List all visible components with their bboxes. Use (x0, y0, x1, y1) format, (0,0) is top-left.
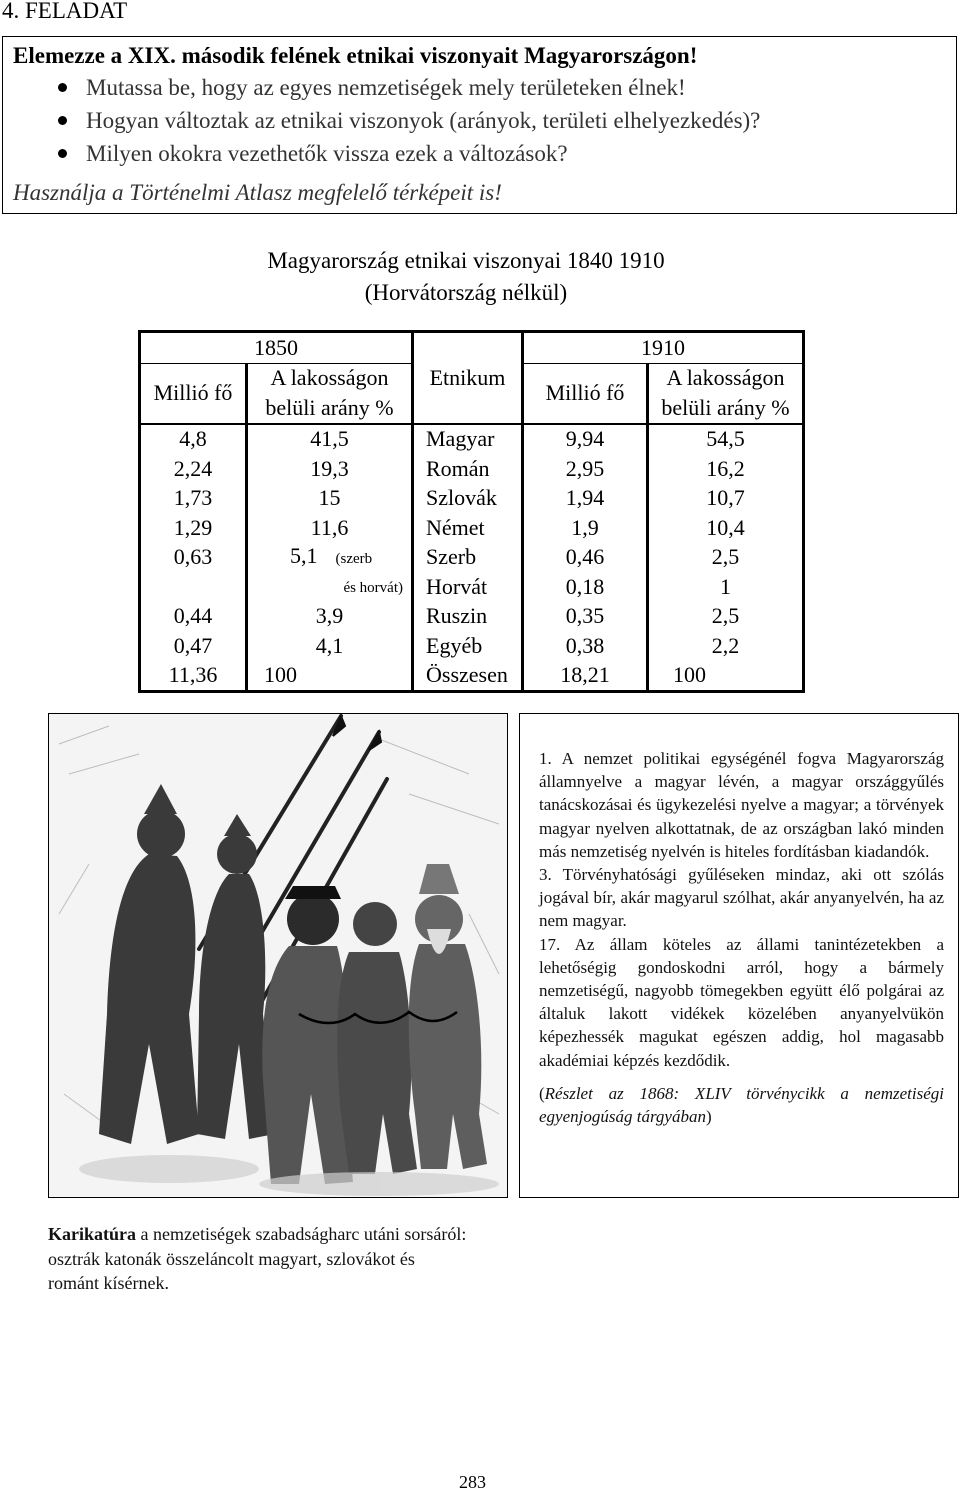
law-paragraph-1: 1. A nemzet politikai egységénél fogva Magyarország államnyelve a magyar lévén, a magyar országgyűlés tanácskozásai és ügykezelési nyelve a magyar; a törvények magyar nyelven alkottatnak, de az országban lakó minden más nemzetiség nyelvén is hiteles fordításban kiadandók. (539, 749, 944, 861)
ethnic-cell: Német (413, 513, 523, 543)
task-bullet: Milyen okokra vezethetők vissza ezek a változások? (13, 137, 956, 170)
table-row (140, 454, 804, 484)
million-1910-cell: 0,38 (523, 631, 648, 661)
million-1910-cell: 0,35 (523, 602, 648, 632)
ethnic-cell: Ruszin (413, 602, 523, 632)
ratio-1910-cell: 2,5 (648, 543, 804, 573)
serb-croat-note-b: és horvát) (343, 580, 403, 597)
year-1850-header: 1850 (140, 332, 413, 364)
million-1850-cell: 2,24 (173, 455, 213, 481)
ratio-header-1850-a: A lakosságon (247, 363, 413, 393)
task-bullet: Mutassa be, hogy az egyes nemzetiségek mely területeken élnek! (13, 71, 956, 104)
table-row (140, 602, 804, 632)
table-row-total (140, 661, 804, 692)
cartoon-drawing (49, 714, 507, 1197)
ratio-1910-cell: 10,7 (648, 484, 804, 514)
ethnic-cell: Szerb (413, 543, 523, 573)
ethnic-cell: Horvát (413, 572, 523, 602)
task-title: Elemezze a XIX. második felének etnikai viszonyait Magyarországon! (13, 43, 698, 68)
table-title-line2: (Horvátország nélkül) (364, 280, 568, 305)
cartoon-caption: Karikatúra a nemzetiségek szabadságharc utáni sorsáról: osztrák katonák összeláncolt magyart, szlovákot és románt kísérnek. (48, 1224, 467, 1293)
year-1910-header: 1910 (523, 332, 804, 364)
task-bullets (13, 71, 956, 170)
million-1850-cell: 1,29 (173, 514, 213, 540)
ethnic-column-header: Etnikum (413, 332, 523, 424)
table-row (140, 424, 804, 455)
ratio-1850-cell: 41,5 (247, 424, 413, 455)
ratio-1850-cell: 5,1 (szerb (247, 543, 413, 573)
table-row (140, 572, 804, 602)
bullet-dot-icon (58, 149, 67, 158)
task-box (2, 36, 957, 214)
law-excerpt-box (519, 713, 959, 1198)
million-1910-cell: 1,9 (523, 513, 648, 543)
million-1850-cell: 11,36 (168, 662, 218, 688)
page-number: 283 (459, 1472, 486, 1492)
bullet-dot-icon (58, 83, 67, 92)
ethnic-cell: Összesen (413, 661, 523, 692)
million-1850-cell: 0,47 (173, 632, 213, 658)
ratio-1850-cell: 19,3 (247, 454, 413, 484)
million-1850-cell: 1,73 (173, 485, 213, 511)
ratio-1850-cell: 15 (247, 484, 413, 514)
table-row (140, 631, 804, 661)
ethnic-cell: Egyéb (413, 631, 523, 661)
law-citation: (Részlet az 1868: XLIV törvénycikk a nemzetiségi egyenjogúság tárgyában) (539, 1083, 944, 1127)
million-1910-cell: 0,18 (523, 572, 648, 602)
ratio-1850-cell: 100 (247, 661, 413, 692)
million-1910-cell: 1,94 (523, 484, 648, 514)
ethnic-table (138, 330, 805, 693)
ratio-1910-cell: 16,2 (648, 454, 804, 484)
ethnic-cell: Román (413, 454, 523, 484)
table-row (140, 543, 804, 573)
bullet-dot-icon (58, 116, 67, 125)
million-1850-cell: 4,8 (179, 426, 207, 452)
ethnic-cell: Magyar (413, 424, 523, 455)
ratio-header-1910-b: belüli arány % (648, 393, 804, 424)
cartoon-illustration (48, 713, 508, 1198)
ratio-header-1850-b: belüli arány % (247, 393, 413, 424)
million-1910-cell: 18,21 (523, 661, 648, 692)
ratio-1910-cell: 54,5 (648, 424, 804, 455)
ratio-1850-cell: 11,6 (247, 513, 413, 543)
table-row (140, 484, 804, 514)
million-header-1910: Millió fő (523, 363, 648, 424)
ratio-1910-cell: 100 (648, 661, 804, 692)
million-1910-cell: 0,46 (523, 543, 648, 573)
table-title-line1: Magyarország etnikai viszonyai 1840 1910 (267, 248, 665, 273)
ratio-header-1910-a: A lakosságon (648, 363, 804, 393)
table-row (140, 513, 804, 543)
ratio-1910-cell: 1 (648, 572, 804, 602)
task-bullet: Hogyan változtak az etnikai viszonyok (arányok, területi elhelyezkedés)? (13, 104, 956, 137)
serb-croat-note-a: (szerb (335, 550, 373, 567)
table-title (0, 245, 932, 309)
ratio-1910-cell: 10,4 (648, 513, 804, 543)
ratio-1850-cell (247, 572, 413, 602)
exercise-heading: 4. FELADAT (2, 0, 128, 23)
ratio-1910-cell: 2,5 (648, 602, 804, 632)
million-1850-cell: 0,44 (173, 603, 213, 629)
ratio-1850-cell: 4,1 (247, 631, 413, 661)
ethnic-cell: Szlovák (413, 484, 523, 514)
law-paragraph-3: 3. Törvényhatósági gyűléseken mindaz, aki ott szólás jogával bír, akár magyarul szólhat, akár anyanyelvén, ha az nem magyar. (539, 865, 944, 931)
million-1910-cell: 9,94 (523, 424, 648, 455)
million-1910-cell: 2,95 (523, 454, 648, 484)
ratio-1910-cell: 2,2 (648, 631, 804, 661)
million-1850-cell: 0,63 (173, 544, 213, 570)
million-1850-cell (140, 572, 247, 602)
atlas-hint: Használja a Történelmi Atlasz megfelelő térképeit is! (13, 180, 502, 205)
ratio-1850-cell: 3,9 (247, 602, 413, 632)
million-header-1850: Millió fő (140, 363, 247, 424)
law-paragraph-17: 17. Az állam köteles az állami tanintézetekben a lehetőségig gondoskodni arról, hogy a bármely nemzetiségű, nagyobb tömegekben együtt élő polgárai az általuk lakott vidékek közelében anyanyelvükön képezhessék magukat egészen addig, hol magasabb akadémiai képzés kezdődik. (539, 934, 944, 1070)
